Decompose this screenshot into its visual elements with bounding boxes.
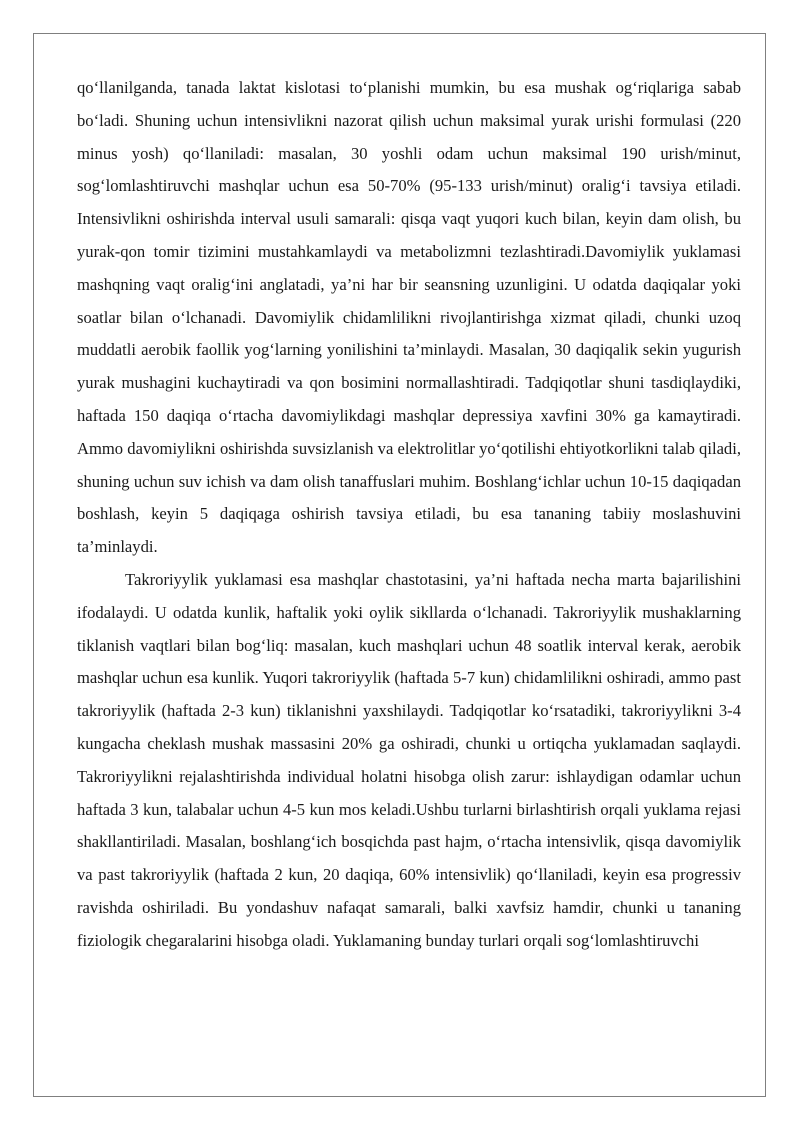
paragraph-1: qo‘llanilganda, tanada laktat kislotasi to‘planishi mumkin, bu esa mushak og‘riqlariga sabab bo‘ladi. Shuning uchun intensivlikni nazorat qilish uchun maksimal yurak urishi formulasi (220 minus yosh) qo‘llaniladi: masalan, 30 yoshli odam uchun maksimal 190 urish/minut, sog‘lomlashtiruvchi mashqlar uchun esa 50-70% (95-133 urish/minut) oralig‘i tavsiya etiladi. Intensivlikni oshirishda interval usuli samarali: qisqa vaqt yuqori kuch bilan, keyin dam olish, bu yurak-qon tomir tizimini mustahkamlaydi va metabolizmni tezlashtiradi.Davomiylik yuklamasi mashqning vaqt oralig‘ini anglatadi, ya’ni har bir seansning uzunligini. U odatda daqiqalar yoki soatlar bilan o‘lchanadi. Davomiylik chidamlilikni rivojlantirishga xizmat qiladi, chunki uzoq muddatli aerobik faollik yog‘larning yonilishini ta’minlaydi. Masalan, 30 daqiqalik sekin yugurish yurak mushagini kuchaytiradi va qon bosimini normallashtiradi. Tadqiqotlar shuni tasdiqlaydiki, haftada 150 daqiqa o‘rtacha davomiylikdagi mashqlar depressiya xavfini 30% ga kamaytiradi. Ammo davomiylikni oshirishda suvsizlanish va elektrolitlar yo‘qotilishi ehtiyotkorlikni talab qiladi, shuning uchun suv ichish va dam olish tanaffuslari muhim. Boshlang‘ichlar uchun 10-15 daqiqadan boshlash, keyin 5 daqiqaga oshirish tavsiya etiladi, bu esa tananing tabiiy moslashuvini ta’minlaydi. [77,78,741,557]
document-body [77,72,741,958]
paragraph-2: Takroriyylik yuklamasi esa mashqlar chastotasini, ya’ni haftada necha marta bajarilishini ifodalaydi. U odatda kunlik, haftalik yoki oylik sikllarda o‘lchanadi. Takroriyylik mushaklarning tiklanish vaqtlari bilan bog‘liq: masalan, kuch mashqlari uchun 48 soatlik interval kerak, aerobik mashqlar uchun esa kunlik. Yuqori takroriyylik (haftada 5-7 kun) chidamlilikni oshiradi, ammo past takroriyylik (haftada 2-3 kun) tiklanishni yaxshilaydi. Tadqiqotlar ko‘rsatadiki, takroriyylikni 3-4 kungacha cheklash mushak massasini 20% ga oshiradi, chunki u ortiqcha yuklamadan saqlaydi. Takroriyylikni rejalashtirishda individual holatni hisobga olish zarur: ishlaydigan odamlar uchun haftada 3 kun, talabalar uchun 4-5 kun mos keladi.Ushbu turlarni birlashtirish orqali yuklama rejasi shakllantiriladi. Masalan, boshlang‘ich bosqichda past hajm, o‘rtacha intensivlik, qisqa davomiylik va past takroriyylik (haftada 2 kun, 20 daqiqa, 60% intensivlik) qo‘llaniladi, keyin esa progressiv ravishda oshiriladi. Bu yondashuv nafaqat samarali, balki xavfsiz hamdir, chunki u tananing fiziologik chegaralarini hisobga oladi. Yuklamaning bunday turlari orqali sog‘lomlashtiruvchi [77,569,741,950]
